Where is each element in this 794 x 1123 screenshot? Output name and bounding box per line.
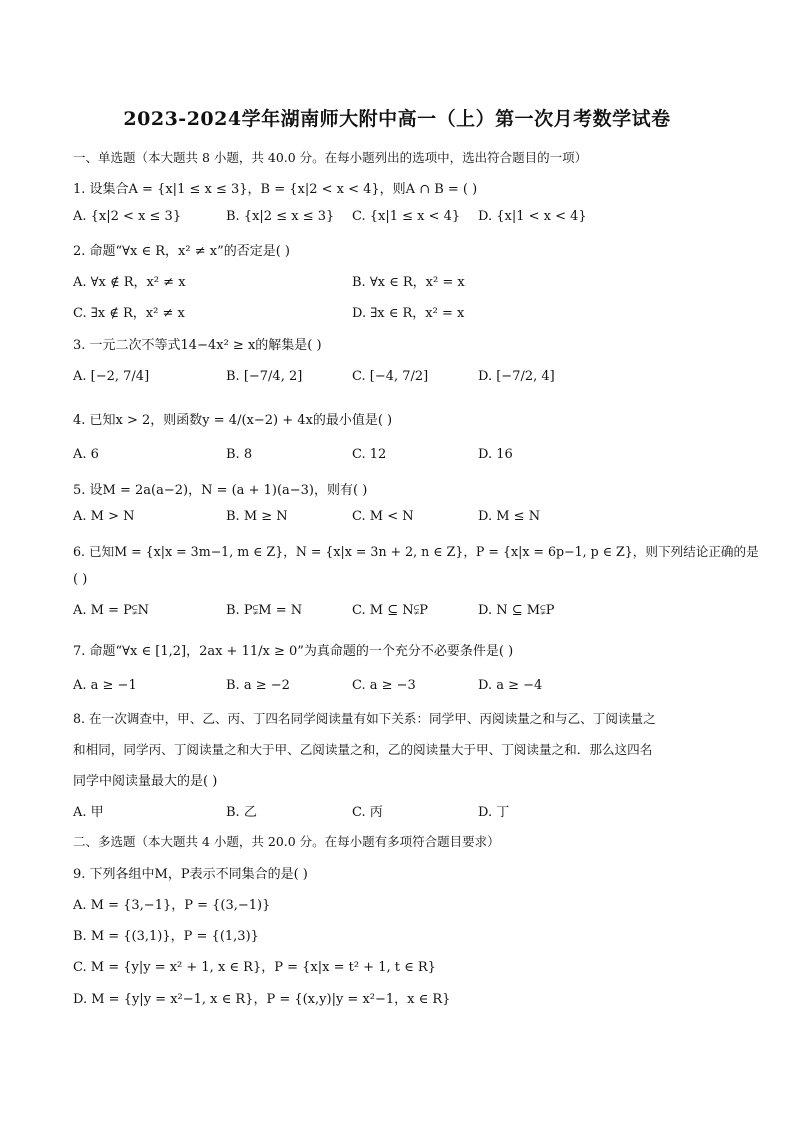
question-3-option-d: D. [−7/2, 4] (478, 369, 555, 384)
question-2-stem: 2. 命题“∀x ∈ R，x² ≠ x”的否定是( ) (73, 244, 290, 259)
question-2-option-b: B. ∀x ∈ R，x² = x (352, 275, 465, 290)
question-1-option-b: B. {x|2 ≤ x ≤ 3} (226, 209, 335, 224)
question-2-option-c: C. ∃x ∉ R，x² ≠ x (73, 306, 185, 321)
question-7-option-a: A. a ≥ −1 (73, 678, 137, 693)
question-6-option-d: D. N ⊆ M⫋P (478, 603, 555, 618)
question-5-option-c: C. M < N (352, 509, 414, 524)
question-5-option-b: B. M ≥ N (226, 509, 288, 524)
question-9-option-a: A. M = {3,−1}，P = {(3,−1)} (73, 898, 271, 913)
question-4-stem: 4. 已知x > 2，则函数y = 4/(x−2) + 4x的最小值是( ) (73, 413, 393, 428)
question-1-option-d: D. {x|1 < x < 4} (478, 209, 587, 224)
section-heading-multiple-choice: 二、多选题（本大题共 4 小题，共 20.0 分。在每小题有多项符合题目要求） (73, 834, 500, 849)
question-1-stem: 1. 设集合A = {x|1 ≤ x ≤ 3}，B = {x|2 < x < 4}，则A ∩ B = ( ) (73, 182, 478, 197)
question-7-option-d: D. a ≥ −4 (478, 678, 543, 693)
question-5-option-a: A. M > N (73, 509, 135, 524)
question-7-stem: 7. 命题“∀x ∈ [1,2]，2ax + 11/x ≥ 0”为真命题的一个充分不必要条件是( ) (73, 644, 514, 659)
question-3-option-a: A. [−2, 7/4] (73, 369, 150, 384)
question-1-option-a: A. {x|2 < x ≤ 3} (73, 209, 182, 224)
question-5-stem: 5. 设M = 2a(a−2)，N = (a + 1)(a−3)，则有( ) (73, 483, 368, 498)
question-6-stem-continued: ( ) (73, 572, 88, 587)
question-5-option-d: D. M ≤ N (478, 509, 541, 524)
question-8-option-c: C. 丙 (352, 805, 383, 820)
question-6-option-a: A. M = P⫋N (73, 603, 149, 618)
question-6-stem: 6. 已知M = {x|x = 3m−1, m ∈ Z}，N = {x|x = 3n + 2, n ∈ Z}，P = {x|x = 6p−1, p ∈ Z}，则下列结论正确的是 (73, 544, 759, 559)
question-8-option-d: D. 丁 (478, 805, 510, 820)
question-8-option-a: A. 甲 (73, 805, 104, 820)
question-3-stem: 3. 一元二次不等式14−4x² ≥ x的解集是( ) (73, 338, 322, 353)
question-1-option-c: C. {x|1 ≤ x < 4} (352, 209, 461, 224)
question-3-option-b: B. [−7/4, 2] (226, 369, 303, 384)
question-4-option-d: D. 16 (478, 447, 513, 462)
question-4-option-b: B. 8 (226, 447, 253, 462)
question-9-option-d: D. M = {y|y = x²−1, x ∈ R}，P = {(x,y)|y = x²−1，x ∈ R} (73, 992, 451, 1007)
question-6-option-c: C. M ⊆ N⫋P (352, 603, 429, 618)
question-6-option-b: B. P⫋M = N (226, 603, 303, 618)
question-3-option-c: C. [−4, 7/2] (352, 369, 429, 384)
question-8-option-b: B. 乙 (226, 805, 257, 820)
question-2-option-d: D. ∃x ∈ R，x² = x (352, 306, 465, 321)
question-9-stem: 9. 下列各组中M，P表示不同集合的是( ) (73, 867, 308, 882)
question-4-option-a: A. 6 (73, 447, 99, 462)
question-8-stem-line-3: 同学中阅读量最大的是( ) (73, 774, 218, 789)
section-heading-single-choice: 一、单选题（本大题共 8 小题，共 40.0 分。在每小题列出的选项中，选出符合题目的一项） (73, 150, 588, 165)
question-4-option-c: C. 12 (352, 447, 387, 462)
question-7-option-b: B. a ≥ −2 (226, 678, 290, 693)
question-2-option-a: A. ∀x ∉ R，x² ≠ x (73, 275, 186, 290)
question-7-option-c: C. a ≥ −3 (352, 678, 416, 693)
exam-title: 2023-2024学年湖南师大附中高一（上）第一次月考数学试卷 (123, 108, 671, 130)
question-9-option-c: C. M = {y|y = x² + 1, x ∈ R}，P = {x|x = t² + 1, t ∈ R} (73, 960, 436, 975)
question-8-stem-line-2: 和相同，同学丙、丁阅读量之和大于甲、乙阅读量之和，乙的阅读量大于甲、丁阅读量之和．那么这四名 (73, 742, 653, 757)
question-9-option-b: B. M = {(3,1)}，P = {(1,3)} (73, 929, 259, 944)
question-8-stem: 8. 在一次调查中，甲、乙、丙、丁四名同学阅读量有如下关系：同学甲、丙阅读量之和与乙、丁阅读量之 (73, 711, 656, 726)
